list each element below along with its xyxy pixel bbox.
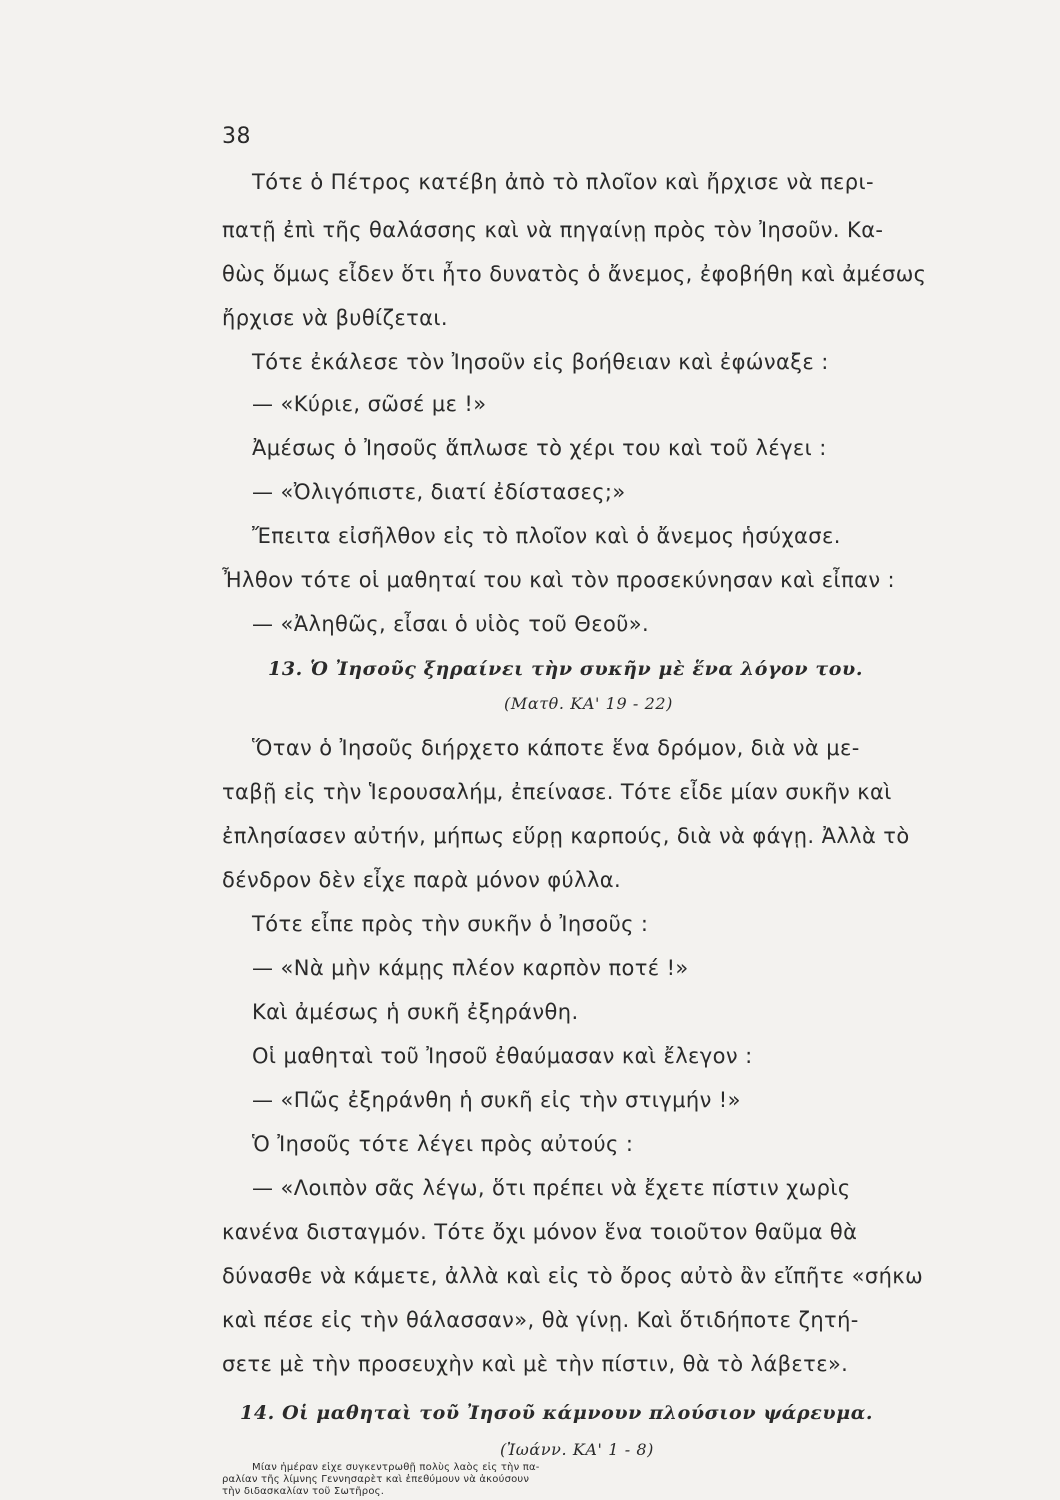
text-line: κανένα δισταγμόν. Τότε ὄχι μόνον ἕνα τοιοῦτον θαῦμα θὰ [222,1220,858,1244]
text-line: Ἔπειτα εἰσῆλθον εἰς τὸ πλοῖον καὶ ὁ ἄνεμος ἡσύχασε. [252,524,841,548]
text-line: ταβῇ εἰς τὴν Ἱερουσαλήμ, ἐπείνασε. Τότε εἶδε μίαν συκῆν καὶ [222,780,892,804]
text-line: τὴν διδασκαλίαν τοῦ Σωτῆρος. [222,1486,385,1497]
text-line: Τότε εἶπε πρὸς τὴν συκῆν ὁ Ἰησοῦς : [252,912,649,936]
text-line: Καὶ ἀμέσως ἡ συκῆ ἐξηράνθη. [252,1000,579,1024]
text-line: Τότε ἐκάλεσε τὸν Ἰησοῦν εἰς βοήθειαν καὶ ἐφώναξε : [252,350,829,374]
section-13-reference: (Ματθ. ΚΑ' 19 - 22) [504,694,674,713]
text-line: Οἱ μαθηταὶ τοῦ Ἰησοῦ ἐθαύμασαν καὶ ἔλεγον : [252,1044,753,1068]
text-line: Ἀμέσως ὁ Ἰησοῦς ἅπλωσε τὸ χέρι του καὶ τοῦ λέγει : [252,436,827,460]
text-line: Ὁ Ἰησοῦς τότε λέγει πρὸς αὐτούς : [252,1132,634,1156]
text-line: Ἦλθον τότε οἱ μαθηταί του καὶ τὸν προσεκύνησαν καὶ εἶπαν : [222,568,895,592]
section-14-reference: (Ἰωάνν. ΚΑ' 1 - 8) [500,1440,655,1459]
text-line: ἐπλησίασεν αὐτήν, μήπως εὕρῃ καρπούς, διὰ νὰ φάγῃ. Ἀλλὰ τὸ [222,824,910,848]
text-line: — «Λοιπὸν σᾶς λέγω, ὅτι πρέπει νὰ ἔχετε πίστιν χωρὶς [252,1176,851,1200]
text-line: καὶ πέσε εἰς τὴν θάλασσαν», θὰ γίνῃ. Καὶ ὅτιδήποτε ζητή- [222,1308,859,1332]
text-line: — «Κύριε, σῶσέ με !» [252,392,487,416]
text-line: δύνασθε νὰ κάμετε, ἀλλὰ καὶ εἰς τὸ ὄρος αὐτὸ ἂν εἴπῆτε «σήκω [222,1264,924,1288]
section-13-title: 13. Ὁ Ἰησοῦς ξηραίνει τὴν συκῆν μὲ ἕνα λόγον του. [268,658,864,680]
text-line: — «Ὀλιγόπιστε, διατί ἐδίστασες;» [252,480,626,504]
text-line: δένδρον δὲν εἶχε παρὰ μόνον φύλλα. [222,868,622,892]
text-line: θὼς ὅμως εἶδεν ὅτι ἦτο δυνατὸς ὁ ἄνεμος, ἐφοβήθη καὶ ἀμέσως [222,262,927,286]
text-line: Ὅταν ὁ Ἰησοῦς διήρχετο κάποτε ἕνα δρόμον, διὰ νὰ με- [252,736,860,760]
text-line: — «Νὰ μὴν κάμῃς πλέον καρπὸν ποτέ !» [252,956,689,980]
text-line: — «Πῶς ἐξηράνθη ἡ συκῆ εἰς τὴν στιγμήν !» [252,1088,741,1112]
text-line: ἤρχισε νὰ βυθίζεται. [222,306,449,330]
section-14-title: 14. Οἱ μαθηταὶ τοῦ Ἰησοῦ κάμνουν πλούσιον ψάρευμα. [240,1402,874,1424]
text-line: σετε μὲ τὴν προσευχὴν καὶ μὲ τὴν πίστιν, θὰ τὸ λάβετε». [222,1352,849,1376]
text-line: Τότε ὁ Πέτρος κατέβη ἀπὸ τὸ πλοῖον καὶ ἤρχισε νὰ περι- [252,170,874,194]
text-line: πατῇ ἐπὶ τῆς θαλάσσης καὶ νὰ πηγαίνῃ πρὸς τὸν Ἰησοῦν. Κα- [222,218,884,242]
text-line: ραλίαν τῆς λίμνης Γεννησαρὲτ καὶ ἐπεθύμουν νὰ ἀκούσουν [222,1474,530,1485]
text-line: Μίαν ἡμέραν εἶχε συγκεντρωθῇ πολὺς λαὸς εἰς τὴν πα- [252,1462,540,1473]
page-number: 38 [222,124,251,149]
text-line: — «Ἀληθῶς, εἶσαι ὁ υἱὸς τοῦ Θεοῦ». [252,612,650,636]
section-14-body [222,1462,1042,1498]
